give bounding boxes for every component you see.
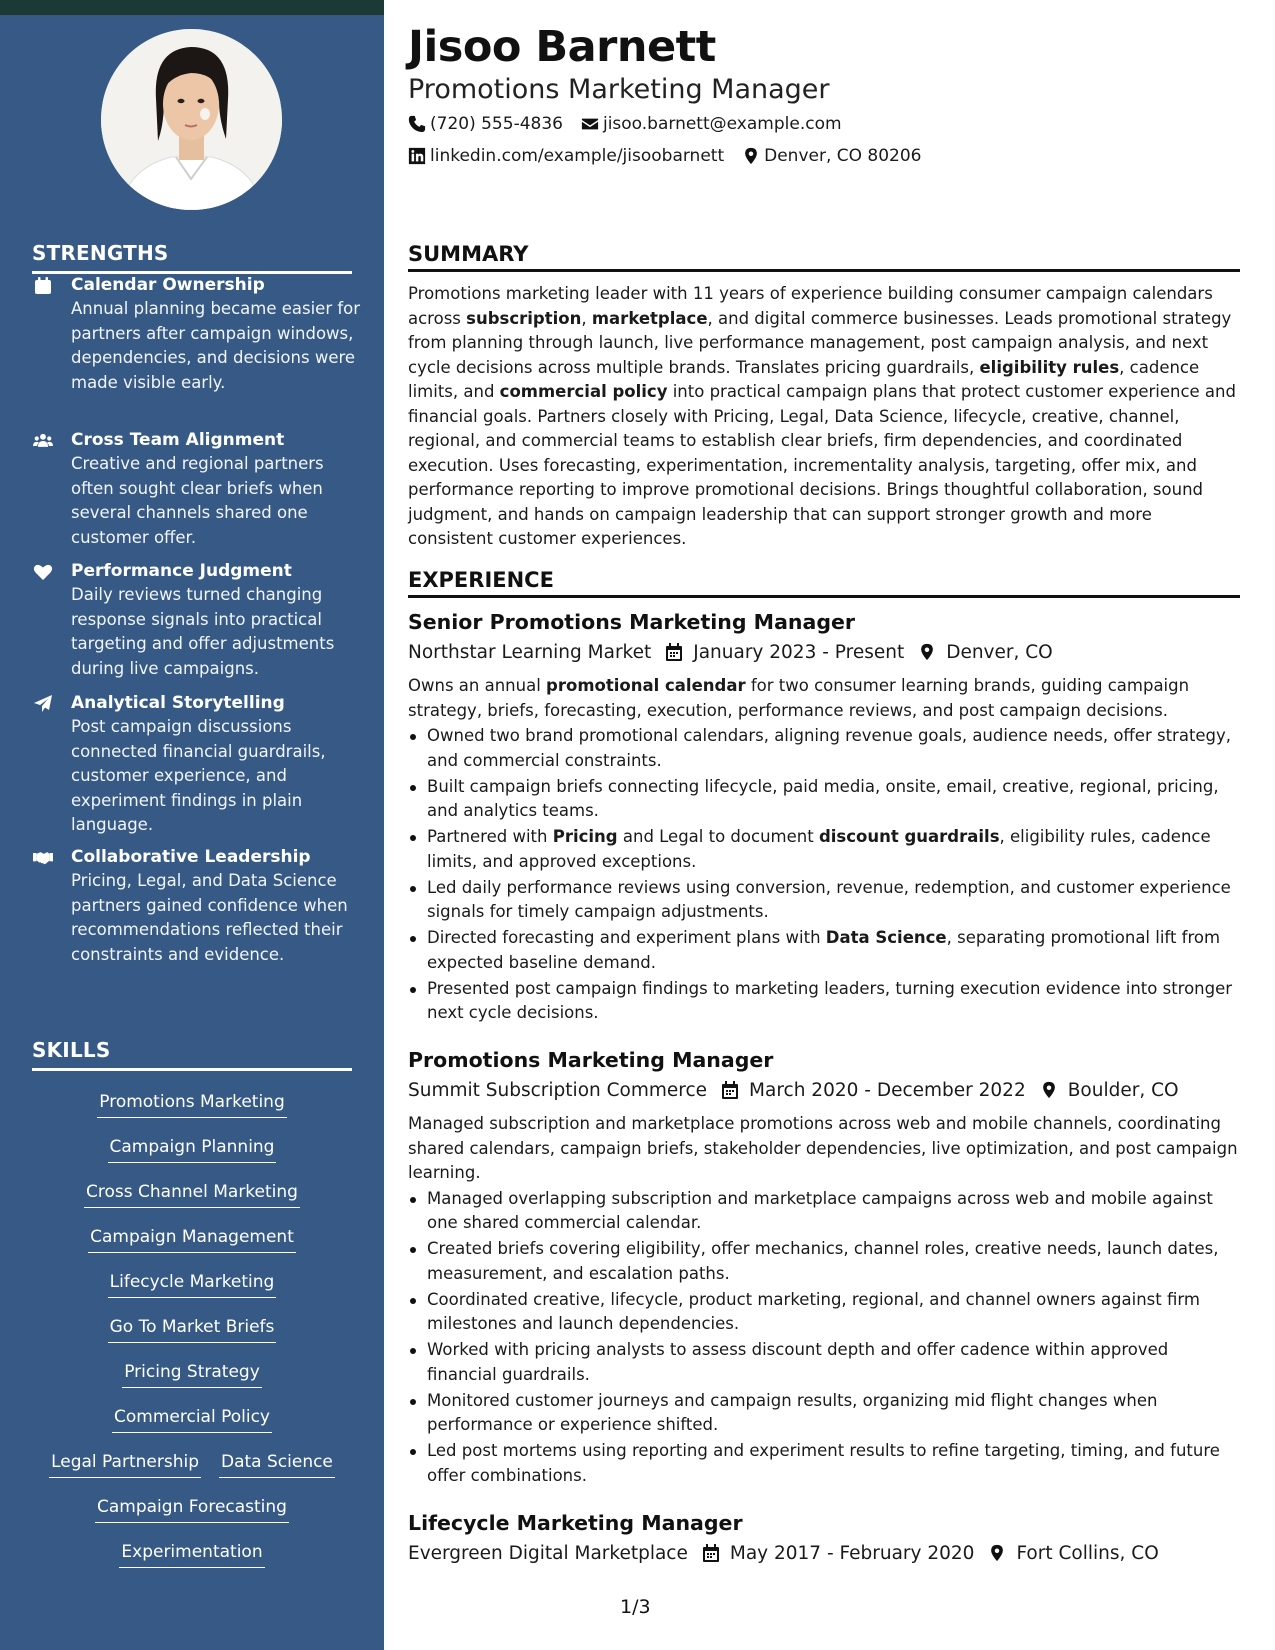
strength-description: Creative and regional partners often sought clear briefs when several channels shared one customer offer. [71, 454, 324, 547]
job-description: Managed subscription and marketplace promotions across web and mobile channels, coordinating shared calendars, campaign briefs, stakeholder dependencies, live optimization, and post campaign learning. [408, 1114, 1238, 1182]
desc-segment: for two consumer learning brands, guiding campaign strategy, briefs, forecasting, execution, performance reviews, and post campaign decisions. [408, 676, 1190, 720]
strength-title: Calendar Ownership [71, 275, 265, 295]
strength-description: Annual planning became easier for partners after campaign windows, dependencies, and decisions were made visible early. [71, 299, 361, 392]
job-location: Fort Collins, CO [1016, 1542, 1159, 1564]
calendar-icon [702, 1543, 720, 1563]
job-title: Senior Promotions Marketing Manager [408, 610, 856, 634]
paper-plane-icon [32, 693, 54, 715]
summary-emphasis: commercial policy [499, 382, 668, 401]
envelope-icon [581, 115, 599, 133]
desc-segment: Owns an annual [408, 676, 547, 695]
strength-title: Collaborative Leadership [71, 847, 311, 867]
strength-description: Post campaign discussions connected financial guardrails, customer experience, and experiment findings in plain language. [71, 717, 326, 834]
phone-number: (720) 555-4836 [430, 114, 563, 134]
location-text: Denver, CO 80206 [764, 146, 922, 166]
job-dates: May 2017 - February 2020 [729, 1542, 975, 1564]
job-location: Boulder, CO [1067, 1079, 1179, 1101]
skill-tag: Legal Partnership [49, 1450, 201, 1478]
bullet-item: Owned two brand promotional calendars, aligning revenue goals, audience needs, offer strategy, and commercial constraints. [408, 724, 1240, 773]
strength-description: Pricing, Legal, and Data Science partners gained confidence when recommendations reflected their constraints and evidence. [71, 871, 348, 964]
job-meta [408, 1537, 1240, 1569]
summary-segment: Promotions marketing leader with 11 years of experience building consumer campaign calendars across [408, 284, 1213, 328]
job-location: Denver, CO [946, 641, 1053, 663]
skill-tag: Campaign Planning [108, 1135, 277, 1163]
bullet-item: Worked with pricing analysts to assess discount depth and offer cadence within approved financial guardrails. [408, 1338, 1240, 1387]
skill-tag: Campaign Forecasting [95, 1495, 289, 1523]
job-description [408, 674, 1240, 723]
contact-row [408, 146, 940, 166]
summary-emphasis: marketplace [591, 308, 708, 328]
summary-segment: , and digital commerce businesses. Leads promotional strategy from planning through launch, live performance management, post campaign analysis, and next cycle decisions across multiple brands. Translates pricing guardrails, [408, 308, 1232, 377]
bullet-item: Led post mortems using reporting and experiment results to refine targeting, timing, and future offer combinations. [408, 1439, 1240, 1488]
job-title: Promotions Marketing Manager [408, 1048, 774, 1072]
linkedin-contact[interactable] [408, 146, 724, 166]
map-pin-icon [918, 642, 936, 662]
calendar-icon [721, 1080, 739, 1100]
bullet-item: Coordinated creative, lifecycle, product marketing, regional, and channel owners against firm milestones and launch dependencies. [408, 1288, 1240, 1337]
skill-tag: Lifecycle Marketing [108, 1270, 277, 1298]
page-number: 1/3 [620, 1596, 651, 1618]
desc-emphasis: promotional calendar [546, 676, 746, 695]
summary-segment: into practical campaign plans that protect customer experience and financial goals. Partners closely with Pricing, Legal, Data Science, lifecycle, creative, channel, regional, and commercial teams to establish clear briefs, firm dependencies, and coordinated execution. Uses forecasting, experimentation, incrementality analysis, targeting, offer mix, and performance reporting to improve promotional decisions. Brings thoughtful collaboration, sound judgment, and hands on campaign leadership that can support stronger growth and more consistent customer experiences. [408, 382, 1236, 548]
strength-item [32, 559, 362, 681]
strength-title: Performance Judgment [71, 561, 292, 581]
profile-photo [101, 29, 282, 210]
calendar-icon [32, 275, 54, 297]
job-title: Lifecycle Marketing Manager [408, 1511, 743, 1535]
candidate-name: Jisoo Barnett [408, 22, 716, 72]
job-entry [408, 1509, 1240, 1569]
phone-icon [408, 115, 426, 133]
job-bullets [408, 724, 1240, 1026]
candidate-title: Promotions Marketing Manager [408, 74, 830, 105]
email-address: jisoo.barnett@example.com [602, 114, 842, 134]
map-pin-icon [988, 1543, 1006, 1563]
job-meta [408, 636, 1240, 668]
heart-icon [32, 561, 54, 583]
summary-emphasis: eligibility rules [979, 357, 1120, 377]
bullet-item: Built campaign briefs connecting lifecycle, paid media, onsite, email, creative, regional, pricing, and analytics teams. [408, 775, 1240, 824]
bullet-item: Monitored customer journeys and campaign results, organizing mid flight changes when performance or experience shifted. [408, 1389, 1240, 1438]
job-bullets [408, 1187, 1240, 1489]
skill-tag: Promotions Marketing [97, 1090, 286, 1118]
skill-tag: Commercial Policy [112, 1405, 272, 1433]
company-name: Evergreen Digital Marketplace [408, 1542, 688, 1564]
location-contact [742, 146, 921, 166]
phone-contact[interactable] [408, 114, 563, 134]
summary-heading: SUMMARY [408, 242, 1240, 272]
calendar-icon [665, 642, 683, 662]
users-icon [32, 430, 54, 452]
strengths-heading: STRENGTHS [32, 241, 352, 274]
bullet-item: Directed forecasting and experiment plans with Data Science, separating promotional lift from expected baseline demand. [408, 926, 1240, 975]
skill-tag: Campaign Management [88, 1225, 296, 1253]
email-contact[interactable] [581, 114, 842, 134]
bullet-item: Led daily performance reviews using conversion, revenue, redemption, and customer experience signals for timely campaign adjustments. [408, 876, 1240, 925]
job-entry [408, 1046, 1240, 1490]
linkedin-url: linkedin.com/example/jisoobarnett [430, 146, 725, 166]
linkedin-icon [408, 147, 426, 165]
strength-description: Daily reviews turned changing response signals into practical targeting and offer adjustments during live campaigns. [71, 585, 335, 678]
sidebar [0, 15, 384, 1650]
strength-item [32, 845, 362, 967]
bullet-item: Created briefs covering eligibility, offer mechanics, channel roles, creative needs, launch dates, measurement, and escalation paths. [408, 1237, 1240, 1286]
contact-row [408, 114, 860, 134]
summary-emphasis: subscription [466, 308, 582, 328]
map-pin-icon [742, 147, 760, 165]
top-accent-strip [0, 0, 384, 15]
summary-text [408, 282, 1240, 552]
strength-item [32, 691, 362, 838]
strength-title: Cross Team Alignment [71, 430, 285, 450]
experience-heading: EXPERIENCE [408, 568, 1240, 598]
job-meta [408, 1074, 1240, 1106]
company-name: Northstar Learning Market [408, 641, 652, 663]
job-dates: March 2020 - December 2022 [749, 1079, 1026, 1101]
skill-tag: Data Science [219, 1450, 335, 1478]
skill-tag: Pricing Strategy [122, 1360, 262, 1388]
company-name: Summit Subscription Commerce [408, 1079, 708, 1101]
skill-tag: Go To Market Briefs [108, 1315, 277, 1343]
map-pin-icon [1040, 1080, 1058, 1100]
job-dates: January 2023 - Present [693, 641, 905, 663]
bullet-item: Presented post campaign findings to marketing leaders, turning execution evidence into stronger next cycle decisions. [408, 977, 1240, 1026]
bullet-item: Partnered with Pricing and Legal to document discount guardrails, eligibility rules, cadence limits, and approved exceptions. [408, 825, 1240, 874]
strength-title: Analytical Storytelling [71, 693, 285, 713]
skills-list [32, 1090, 352, 1585]
skill-tag: Cross Channel Marketing [84, 1180, 300, 1208]
strength-item [32, 273, 362, 395]
strength-item [32, 428, 362, 550]
portrait-image [101, 29, 282, 210]
job-entry [408, 608, 1240, 1027]
summary-segment: , cadence limits, and [408, 357, 1200, 401]
bullet-item: Managed overlapping subscription and marketplace campaigns across web and mobile against one shared commercial calendar. [408, 1187, 1240, 1236]
skills-heading: SKILLS [32, 1038, 352, 1071]
summary-segment: , [581, 308, 592, 328]
handshake-icon [32, 847, 54, 869]
skill-tag: Experimentation [119, 1540, 264, 1568]
